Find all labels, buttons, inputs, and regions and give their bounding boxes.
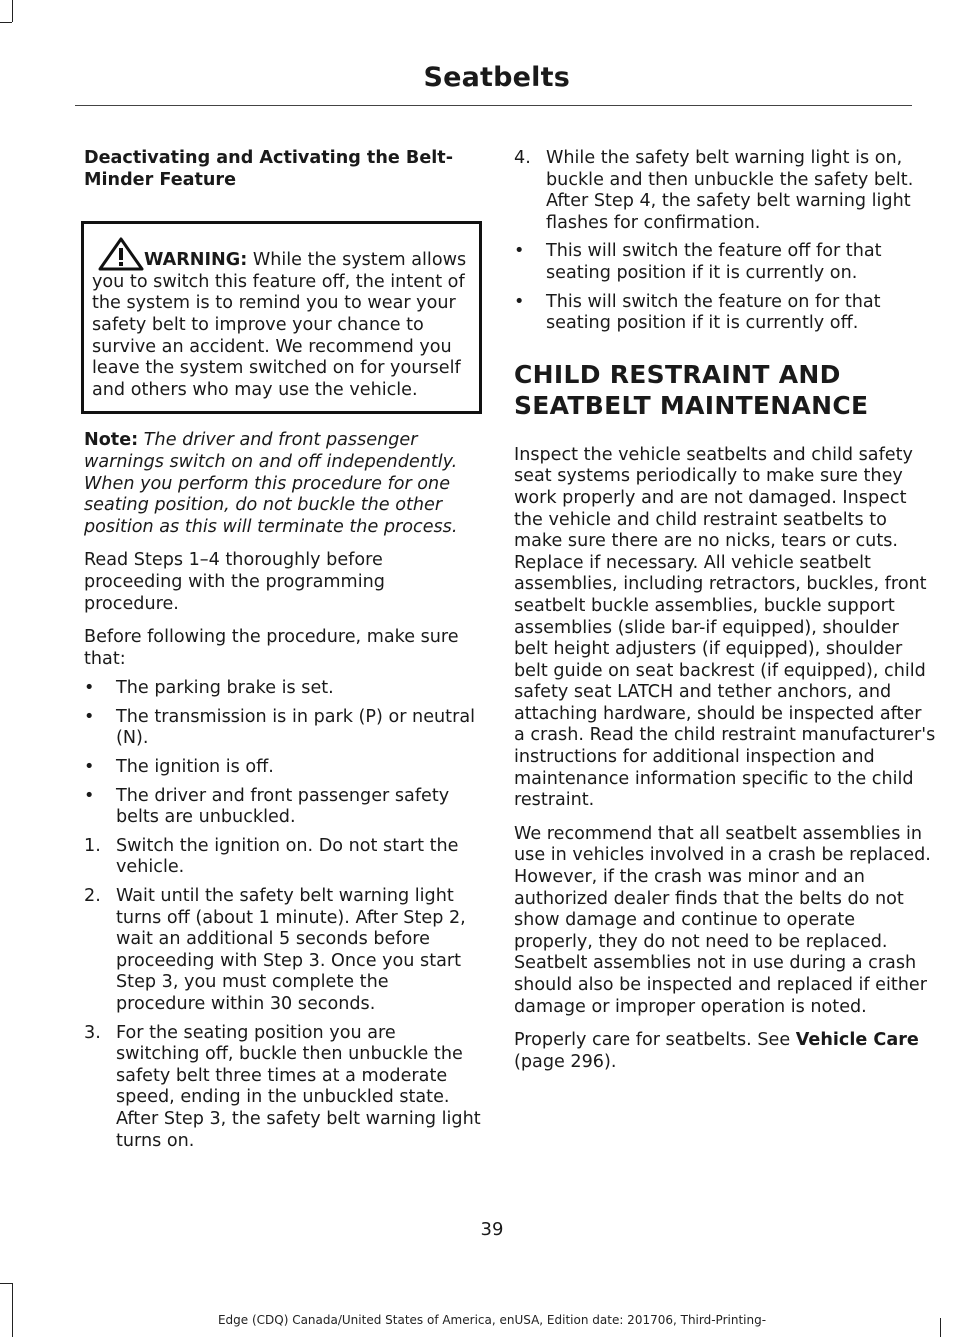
step-item: 2. Wait until the safety belt warning light turns off (about 1 minute). After Step 2, wait an additional 5 seconds before proceeding with Step 3. Once you start Step 3, you must complete the procedure within 30 seconds. xyxy=(84,886,466,1014)
crop-mark xyxy=(12,0,13,22)
page-title: Seatbelts xyxy=(423,62,570,93)
page-number: 39 xyxy=(480,1219,504,1240)
paragraph: Read Steps 1–4 thoroughly before proceeding with the programming procedure. xyxy=(84,550,385,614)
list-item: • The parking brake is set. xyxy=(84,678,334,699)
note-label: Note: xyxy=(84,430,139,451)
crop-mark xyxy=(0,22,12,23)
crop-mark xyxy=(12,1283,13,1337)
list-item: • This will switch the feature off for that seating position if it is currently on. xyxy=(514,241,882,283)
bullet: • xyxy=(84,785,95,806)
warning-label: WARNING: xyxy=(144,250,248,271)
list-item: • The ignition is off. xyxy=(84,757,274,778)
list-item: • The driver and front passenger safety belts are unbuckled. xyxy=(84,785,450,828)
crop-mark xyxy=(0,1283,12,1284)
bullet: • xyxy=(514,241,525,262)
paragraph: Properly care for seatbelts. See Vehicle Care (page 296). xyxy=(514,1030,919,1072)
header-rule xyxy=(75,105,912,106)
warning-box xyxy=(81,221,482,414)
left-column xyxy=(84,148,482,1159)
list-item: • The transmission is in park (P) or neutral (N). xyxy=(84,706,475,749)
right-column xyxy=(514,148,936,1085)
list-item: • This will switch the feature on for that seating position if it is currently off. xyxy=(514,291,881,334)
note xyxy=(84,430,482,538)
step-list xyxy=(84,836,482,1152)
step-number: 4. xyxy=(514,148,531,168)
warning-triangle-icon xyxy=(98,237,144,271)
section-heading: CHILD RESTRAINT AND SEATBELT MAINTENANCE xyxy=(514,359,869,420)
bullet: • xyxy=(84,706,95,727)
bullet: • xyxy=(84,678,95,699)
note-text: The driver and front passenger warnings switch on and off independently. When you perform this procedure for one seating position, do not buckle the other position as this will terminate the process. xyxy=(84,430,458,537)
prerequisite-list xyxy=(84,678,482,829)
paragraph: Before following the procedure, make sure that: xyxy=(84,627,459,669)
footer-text: Edge (CDQ) Canada/United States of America, enUSA, Edition date: 201706, Third-Printing- xyxy=(217,1313,767,1327)
paragraph: Inspect the vehicle seatbelts and child safety seat systems periodically to make sure they work properly and are not damaged. Inspect the vehicle and child restraint seatbelts to make sure there are no nicks, tears or cuts. Replace if necessary. All vehicle seatbelt assemblies, including retractors, buckles, front seatbelt buckle assemblies, buckle support assemblies (slide bar-if equipped), shoulder belt height adjusters (if equipped), shoulder belt guide on seat backrest (if equipped), child safety seat LATCH and tether anchors, and attaching hardware, should be inspected after a crash. Read the child restraint manufacturer's instructions for additional inspection and maintenance information specific to the child restraint. xyxy=(514,444,936,811)
bullet: • xyxy=(514,291,525,312)
cross-reference-link[interactable]: Vehicle Care xyxy=(795,1030,919,1051)
step-item: 1. Switch the ignition on. Do not start the vehicle. xyxy=(84,835,459,878)
bullet: • xyxy=(84,757,95,778)
step-number: 3. xyxy=(84,1022,101,1043)
step-list xyxy=(514,148,936,234)
paragraph: We recommend that all seatbelt assemblies in use in vehicles involved in a crash be replaced. However, if the crash was minor and an authorized dealer finds that the belts do not show damage and continue to operate properly, they do not need to be replaced. Seatbelt assemblies not in use during a crash should also be inspected and replaced if either damage or improper operation is noted. xyxy=(514,823,931,1017)
step-number: 2. xyxy=(84,886,101,907)
warning-text: While the system allows you to switch this feature off, the intent of the system is to remind you to wear your safety belt to improve your chance to survive an accident. We recommend you leave the system switched on for yourself and others who may use the vehicle. xyxy=(92,250,467,400)
section-heading: Deactivating and Activating the Belt-Minder Feature xyxy=(84,148,454,190)
result-list xyxy=(514,241,936,334)
step-item: 4. While the safety belt warning light is on, buckle and then unbuckle the safety belt. After Step 4, the safety belt warning light flashes for confirmation. xyxy=(514,148,914,233)
step-item: 3. For the seating position you are switching off, buckle then unbuckle the safety belt three times at a moderate speed, ending in the unbuckled state. After Step 3, the safety belt warning light turns on. xyxy=(84,1022,481,1151)
step-number: 1. xyxy=(84,835,101,856)
